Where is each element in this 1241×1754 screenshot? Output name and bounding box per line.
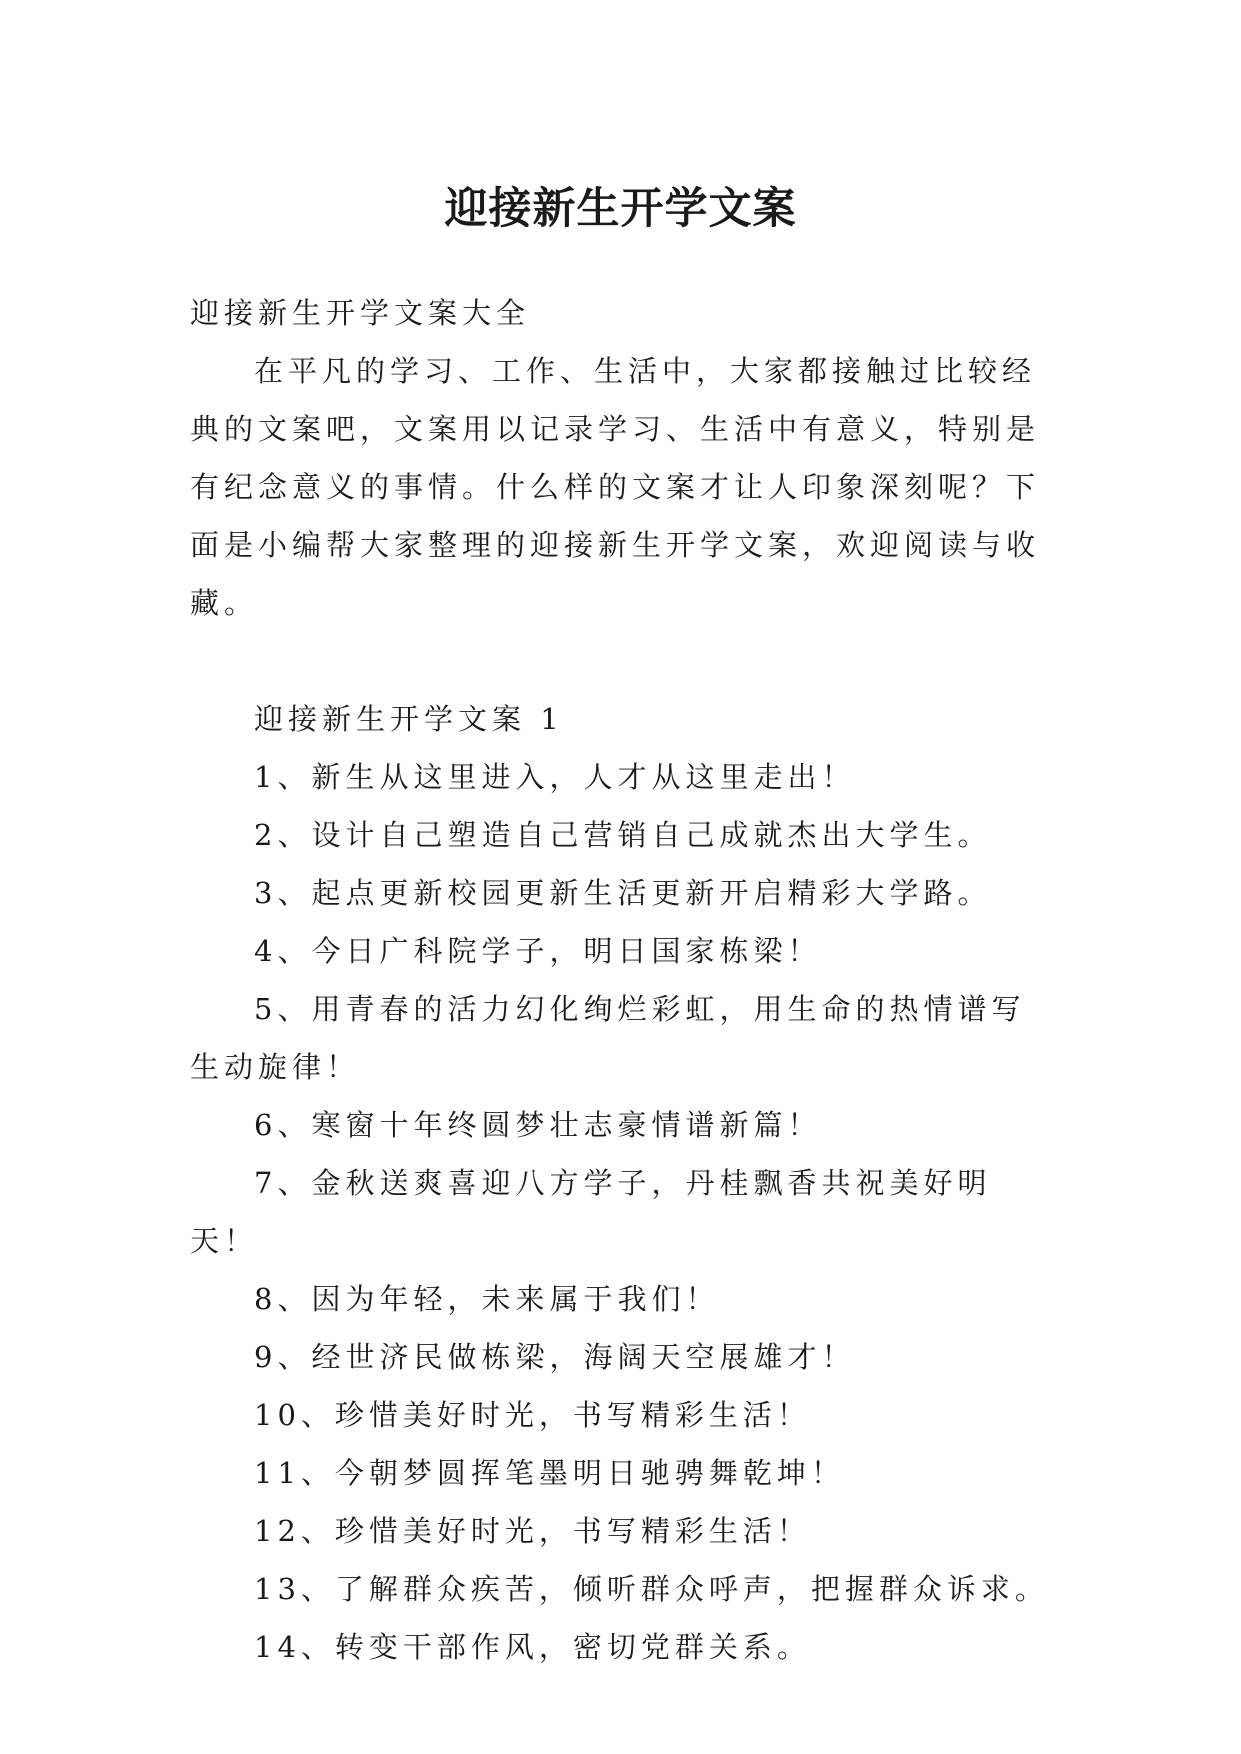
page-title: 迎接新生开学文案 xyxy=(444,183,797,234)
list-item: 9、经世济民做栋梁，海阔天空展雄才！ xyxy=(254,1340,856,1374)
list-item: 8、因为年轻，未来属于我们！ xyxy=(254,1282,720,1316)
list-item: 2、设计自己塑造自己营销自己成就杰出大学生。 xyxy=(254,818,992,852)
list-item: 4、今日广科院学子，明日国家栋梁！ xyxy=(254,934,822,968)
intro-paragraph: 在平凡的学习、工作、生活中，大家都接触过比较经典的文案吧，文案用以记录学习、生活中有意义，特别是有纪念意义的事情。什么样的文案才让人印象深刻呢？下面是小编帮大家整理的迎接新生开学文案，欢迎阅读与收藏。 xyxy=(190,354,1041,620)
intro-heading: 迎接新生开学文案大全 xyxy=(190,296,531,330)
list-item: 10、珍惜美好时光，书写精彩生活！ xyxy=(254,1398,811,1432)
list-item: 1、新生从这里进入，人才从这里走出！ xyxy=(254,760,856,794)
list-item: 6、寒窗十年终圆梦壮志豪情谱新篇！ xyxy=(254,1108,822,1142)
list-item: 11、今朝梦圆挥笔墨明日驰骋舞乾坤！ xyxy=(254,1456,845,1490)
list-item: 13、了解群众疾苦，倾听群众呼声，把握群众诉求。 xyxy=(254,1572,1049,1606)
section-heading: 迎接新生开学文案 1 xyxy=(254,702,564,736)
list-item: 12、珍惜美好时光，书写精彩生活！ xyxy=(254,1514,811,1548)
list-item: 7、金秋送爽喜迎八方学子，丹桂飘香共祝美好明天！ xyxy=(190,1166,992,1258)
list-item: 3、起点更新校园更新生活更新开启精彩大学路。 xyxy=(254,876,992,910)
document-body xyxy=(190,284,1050,1676)
list-item: 14、转变干部作风，密切党群关系。 xyxy=(254,1630,811,1664)
list-item: 5、用青春的活力幻化绚烂彩虹，用生命的热情谱写生动旋律！ xyxy=(190,992,1026,1084)
